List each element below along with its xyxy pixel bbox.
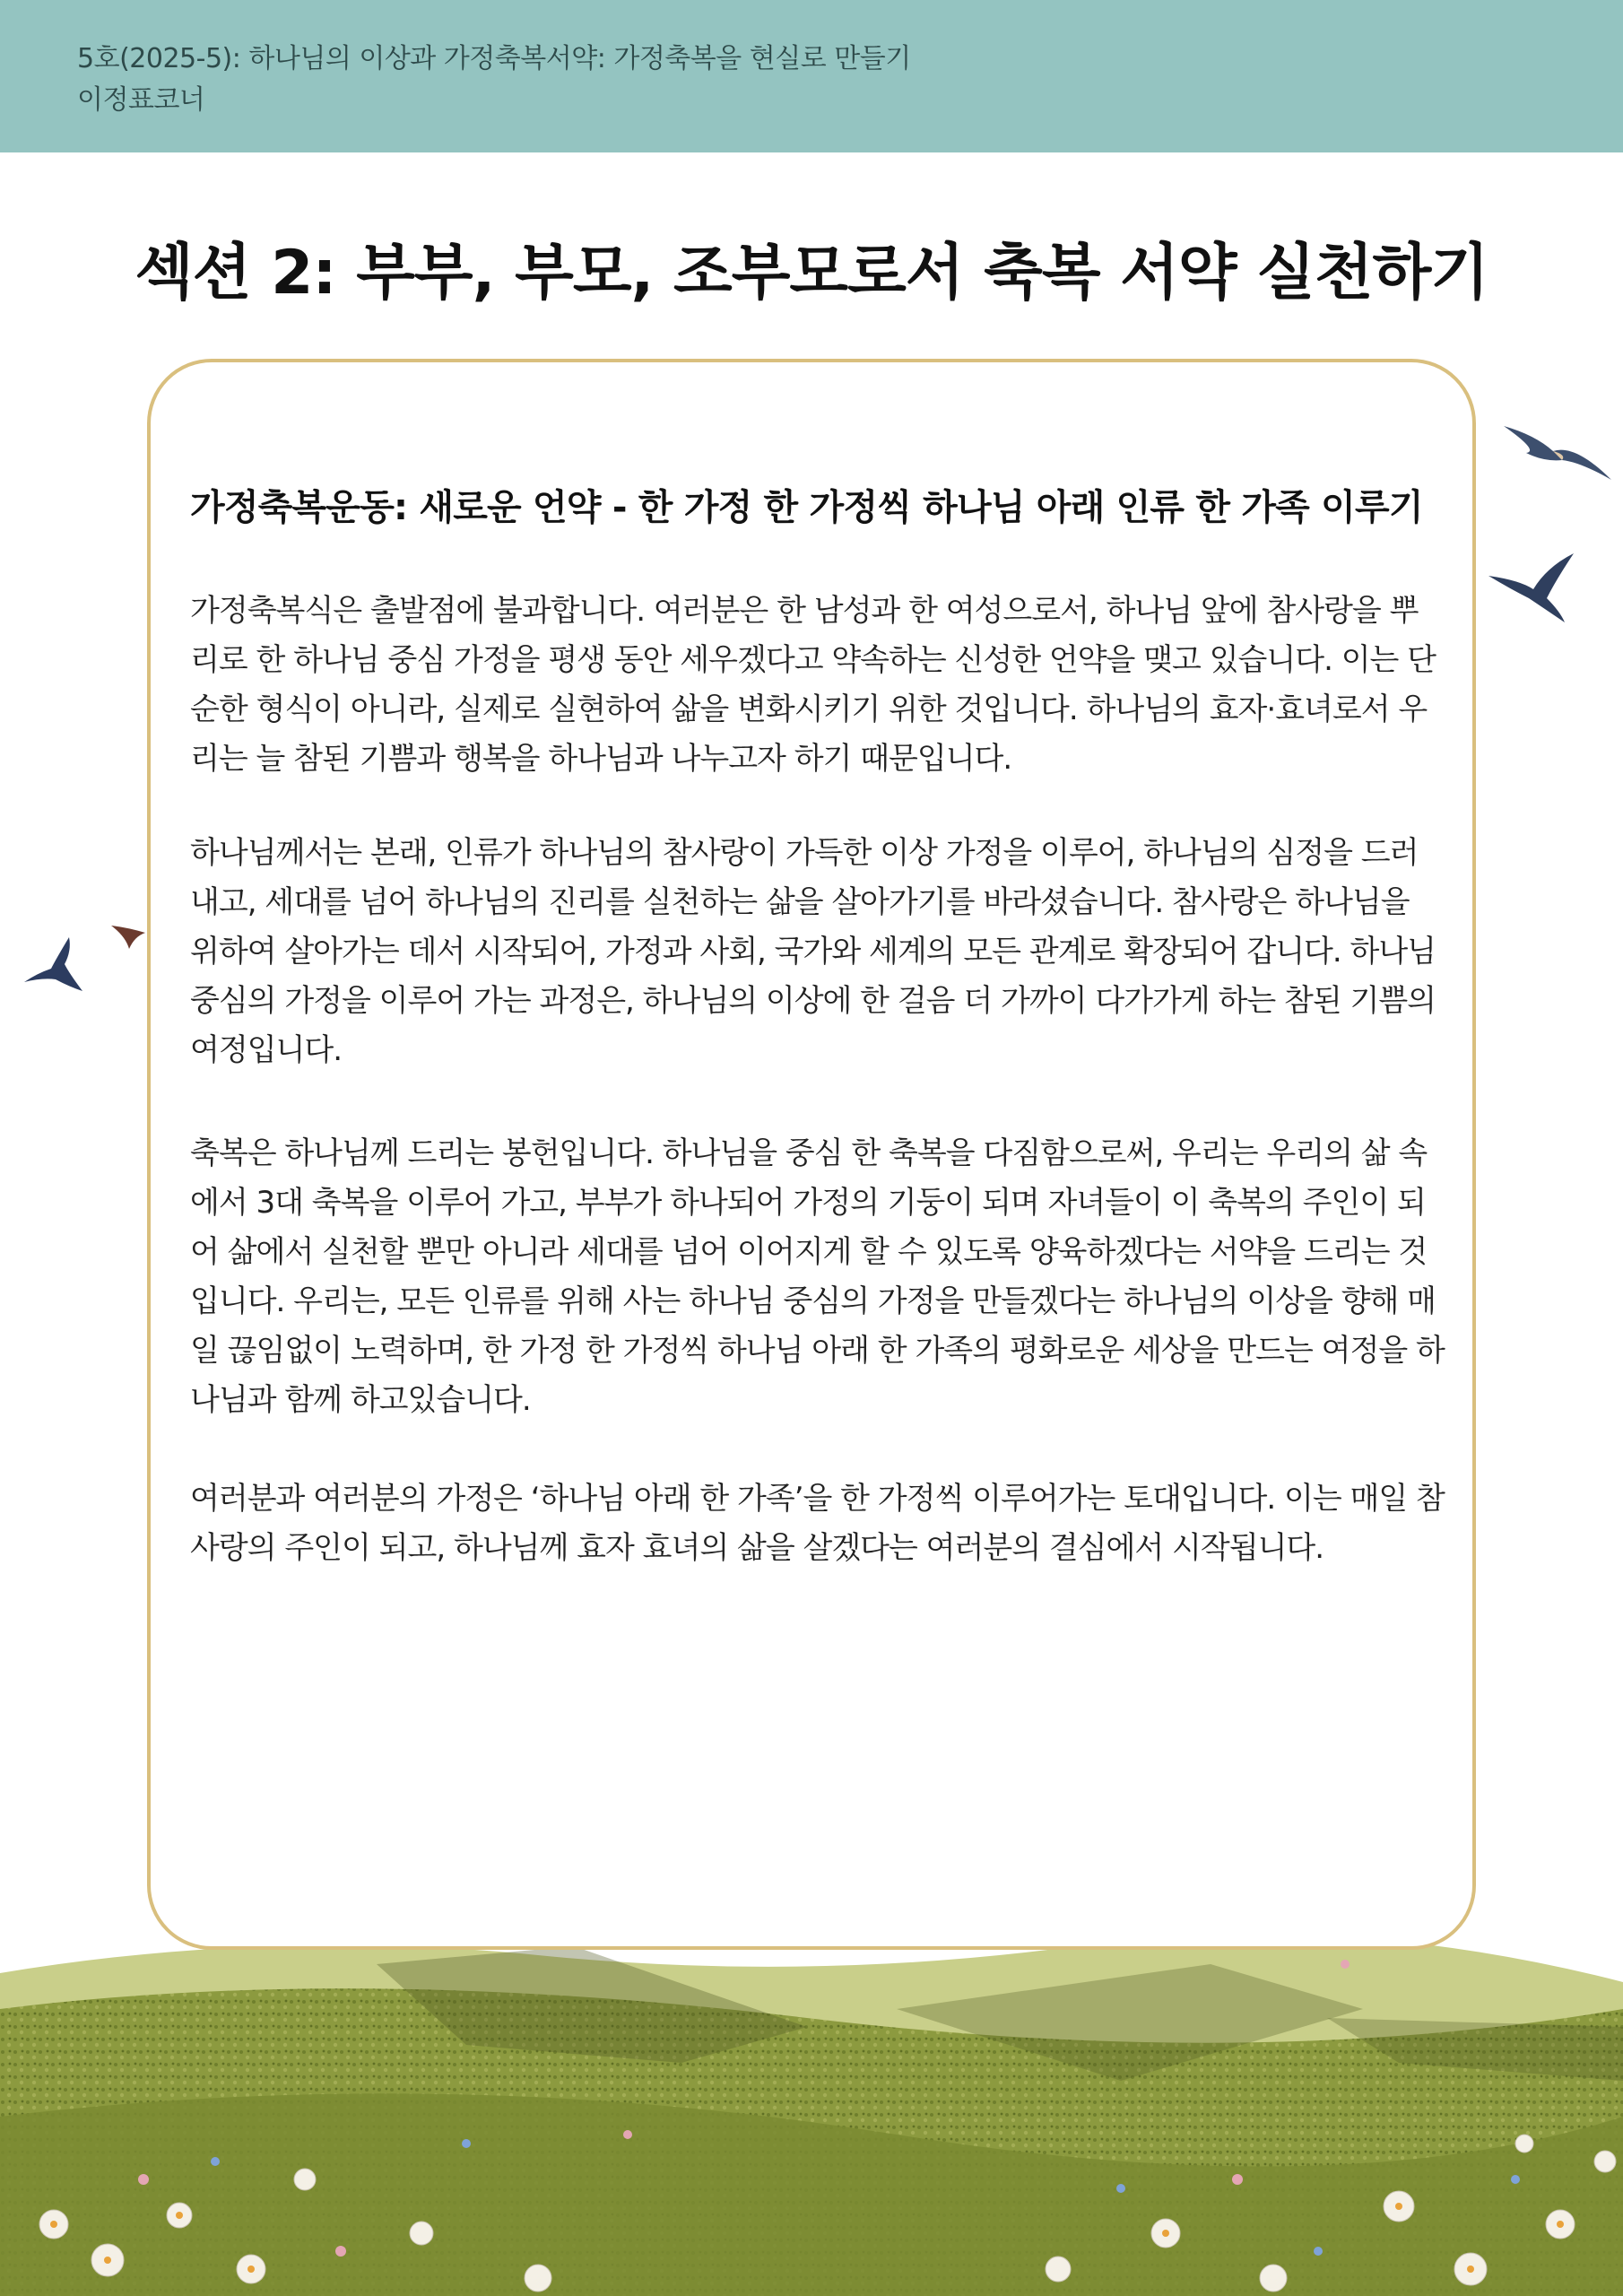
paragraph-1: 가정축복식은 출발점에 불과합니다. 여러분은 한 남성과 한 여성으로서, 하나님 앞에 참사랑을 뿌리로 한 하나님 중심 가정을 평생 동안 세우겠다고 약속하는 신성한 언약을 맺고 있습니다. 이는 단순한 형식이 아니라, 실제로 실현하여 삶을 변화시키기 위한 것입니다. 하나님의 효자·효녀로서 우리는 늘 참된 기쁨과 행복을 하나님과 나누고자 하기 때문입니다. xyxy=(190,593,1436,777)
header-band xyxy=(0,0,1623,152)
paragraph-4: 여러분과 여러분의 가정은 ‘하나님 아래 한 가족’을 한 가정씩 이루어가는 토대입니다. 이는 매일 참사랑의 주인이 되고, 하나님께 효자 효녀의 삶을 살겠다는 여러분의 결심에서 시작됩니다. xyxy=(190,1481,1445,1566)
swallow-bird-icon xyxy=(1499,417,1616,489)
corner-name: 이정표코너 xyxy=(77,84,205,116)
content-card xyxy=(147,359,1476,1950)
swallow-bird-icon-3 xyxy=(20,933,87,996)
page-title: 섹션 2: 부부, 부모, 조부모로서 축복 서약 실천하기 xyxy=(135,238,1488,309)
swallow-bird-icon-4 xyxy=(109,922,150,952)
card-heading: 가정축복운동: 새로운 언약 - 한 가정 한 가정씩 하나님 아래 인류 한 가족 이루기 xyxy=(190,487,1423,528)
paragraph-2: 하나님께서는 본래, 인류가 하나님의 참사랑이 가득한 이상 가정을 이루어, 하나님의 심정을 드러내고, 세대를 넘어 하나님의 진리를 실천하는 삶을 살아가기를 바라셨습니다. 참사랑은 하나님을 위하여 살아가는 데서 시작되어, 가정과 사회, 국가와 세계의 모든 관계로 확장되어 갑니다. 하나님 중심의 가정을 이루어 가는 과정은, 하나님의 이상에 한 걸음 더 가까이 다가가게 하는 참된 기쁨의 여정입니다. xyxy=(190,835,1436,1068)
meadow-illustration xyxy=(0,1910,1623,2296)
paragraph-3: 축복은 하나님께 드리는 봉헌입니다. 하나님을 중심 한 축복을 다짐함으로써, 우리는 우리의 삶 속에서 3대 축복을 이루어 가고, 부부가 하나되어 가정의 기둥이 되며 자녀들이 이 축복의 주인이 되어 삶에서 실천할 뿐만 아니라 세대를 넘어 이어지게 할 수 있도록 양육하겠다는 서약을 드리는 것입니다. 우리는, 모든 인류를 위해 사는 하나님 중심의 가정을 만들겠다는 하나님의 이상을 향해 매일 끊임없이 노력하며, 한 가정 한 가정씩 하나님 아래 한 가족의 평화로운 세상을 만드는 여정을 하나님과 함께 하고있습니다. xyxy=(190,1135,1445,1418)
swallow-bird-icon-2 xyxy=(1484,549,1583,625)
issue-line: 5호(2025-5): 하나님의 이상과 가정축복서약: 가정축복을 현실로 만들기 xyxy=(77,43,911,74)
